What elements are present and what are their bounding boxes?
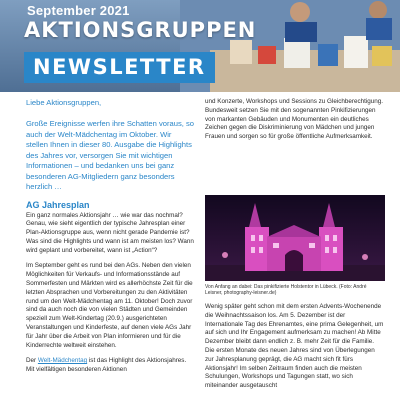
right-column — [205, 98, 385, 142]
holstentor-photo — [205, 195, 385, 281]
paragraph-3 — [26, 357, 194, 375]
welt-maedchentag-link[interactable]: Welt-Mädchentag — [37, 357, 88, 365]
title-aktionsgruppen: AKTIONSGRUPPEN — [24, 18, 257, 42]
paragraph-1: Ein ganz normales Aktionsjahr … wie war das nochmal? Genau, wie sieht eigentlich der typische Jahresplan einer Plan-Aktionsgruppe aus, wenn nicht gerade Pandemie ist? Was sind die Highlights und wann ist am meisten los? Wann wird geplant und vorbereitet, wann ist „Action“? — [26, 211, 194, 254]
paragraph-3-start: Der — [26, 357, 38, 365]
paragraph-3-rest: ist das Highlight des Aktionsjahres. Mit vielfältigen besonderen Aktionen — [26, 357, 187, 374]
newsletter-header — [0, 0, 400, 92]
intro-paragraph: Große Ereignisse werfen ihre Schatten voraus, so auch der Welt-Mädchentag im Oktober. Wir stellen Ihnen in dieser 80. Ausgabe die Highlights des Jahres vor, versorgen Sie mit wichtigen Informationen – und bedanken uns bei ganz besonderen AG-Mitgliedern ganz besonders herzlich … — [26, 119, 194, 191]
paragraph-2: Im September geht es rund bei den AGs. Neben den vielen Möglichkeiten für Verkaufs- und Informationsstände auf Sommerfesten und Märkten wird es allerhöchste Zeit für die letzten Absprachen und Vorbereitungen zu den Aktivitäten rund um den Welt-Mädchentag am 11. Oktober! Doch zuvor sind da auch noch die von vielen Städten und Gemeinden speziell zum Welt-Kindertag (20.9.) ausgerichteten Veranstaltungen und Kinderfeste, auf denen viele AGs Jahr für Jahr über die Arbeit von Plan informieren und für die Kinderrechte weltweit einstehen. — [26, 262, 193, 349]
section-title: AG Jahresplan — [26, 199, 90, 210]
title-newsletter: NEWSLETTER — [24, 52, 215, 83]
photo-caption: Von Anfang an dabei: Das pinkifizierte Holstentor in Lübeck. (Foto: André Leisner, photography-leisner.de) — [205, 284, 367, 297]
issue-date: September 2021 — [27, 3, 130, 18]
holstentor-illustration — [205, 195, 385, 281]
right-paragraph-bottom: Wenig später geht schon mit dem ersten Advents-Wochenende die Weihnachtssaison los. Am 5. Dezember ist der Internationale Tag des Ehrenamtes, eine prima Gelegenheit, um auf sich und Ihr Engagement aufmerksam zu machen! Ab Mitte Dezember bleibt dann endlich z. B. mehr Zeit für die Familie. Die ersten Monate des neuen Jahres sind von Überlegungen zur Jahresplanung geprägt, die AG macht sich fit fürs Aktionsjahr! Im selben Zeitraum finden auch die meisten Schulungen, Workshops und Tagungen statt, wo sich miteinander ausgetauscht — [205, 303, 384, 390]
greeting: Liebe Aktionsgruppen, — [26, 98, 102, 107]
right-paragraph-top: und Konzerte, Workshops und Sessions zu Gleichberechtigung. Bundesweit setzen Sie mit den sogenannten Pinkifizierungen von markanten Gebäuden und Monumenten ein deutliches Zeichen gegen die Diskriminierung von Mädchen und jungen Frauen und sorgen so für große öffentliche Aufmerksamkeit. — [205, 98, 384, 141]
left-column — [26, 98, 194, 382]
